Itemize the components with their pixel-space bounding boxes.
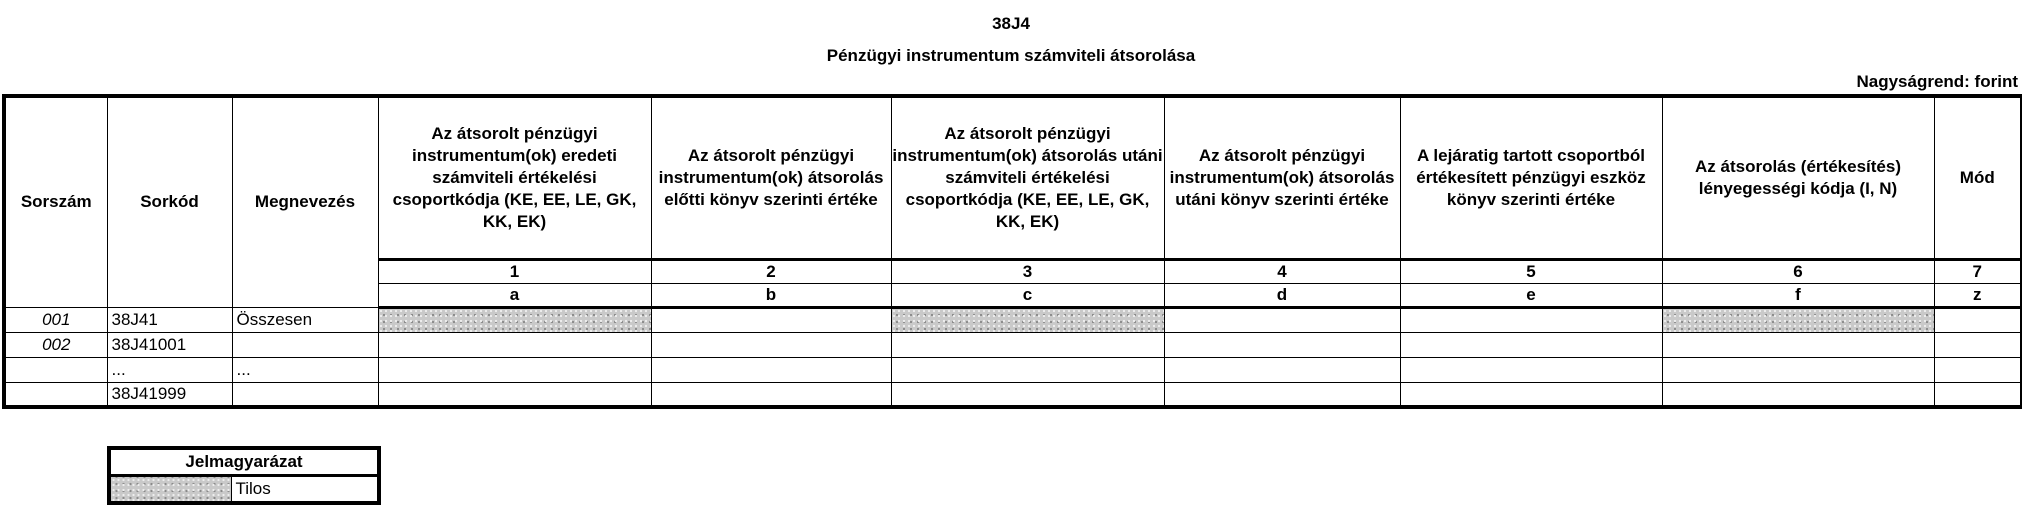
column-letter: z [1934,283,2022,307]
input-cell[interactable] [651,382,891,407]
input-cell[interactable] [1662,382,1934,407]
table-row [4,307,2022,332]
row-sorkod: 38J41001 [107,332,232,357]
forbidden-cell [378,307,651,332]
column-number: 5 [1400,259,1662,283]
column-letter: d [1164,283,1400,307]
form-title: Pénzügyi instrumentum számviteli átsorolása [826,46,1196,65]
header-col1: Az átsorolt pénzügyi instrumentum(ok) eredeti számviteli értékelési csoportkódja (KE, EE, LE, GK, KK, EK) [378,96,651,259]
column-number: 7 [1934,259,2022,283]
row-sorszam: 002 [4,332,107,357]
row-sorkod: 38J41999 [107,382,232,407]
input-cell[interactable] [891,382,1164,407]
row-sorszam: 001 [4,307,107,332]
column-letter: e [1400,283,1662,307]
header-megnevezes: Megnevezés [232,96,378,307]
legend-table [107,446,381,505]
legend-title: Jelmagyarázat [109,448,379,476]
header-col6: Az átsorolás (értékesítés) lényegességi kódja (I, N) [1662,96,1934,259]
table-row [4,332,2022,357]
header-col4: Az átsorolt pénzügyi instrumentum(ok) átsorolás utáni könyv szerinti értéke [1164,96,1400,259]
input-cell[interactable] [1400,307,1662,332]
forbidden-swatch [109,476,231,504]
row-sorkod: 38J41 [107,307,232,332]
column-number: 2 [651,259,891,283]
column-letter: f [1662,283,1934,307]
column-number: 1 [378,259,651,283]
input-cell[interactable] [378,382,651,407]
input-cell[interactable] [378,357,651,382]
column-number: 4 [1164,259,1400,283]
input-cell[interactable] [1400,332,1662,357]
header-sorkod: Sorkód [107,96,232,307]
input-cell[interactable] [1164,382,1400,407]
column-letter: c [891,283,1164,307]
header-col2: Az átsorolt pénzügyi instrumentum(ok) átsorolás előtti könyv szerinti értéke [651,96,891,259]
input-cell[interactable] [651,357,891,382]
input-cell[interactable] [651,307,891,332]
input-cell[interactable] [1934,382,2022,407]
input-cell[interactable] [1934,332,2022,357]
input-cell[interactable] [651,332,891,357]
header-sorszam: Sorszám [4,96,107,307]
column-letter: a [378,283,651,307]
forbidden-cell [1662,307,1934,332]
legend-forbidden-label: Tilos [231,476,379,504]
header-col7: Mód [1934,96,2022,259]
column-number: 3 [891,259,1164,283]
input-cell[interactable] [378,332,651,357]
row-megnevezes: Összesen [232,307,378,332]
row-sorszam [4,382,107,407]
table-row [4,382,2022,407]
table-row [4,357,2022,382]
input-cell[interactable] [1662,332,1934,357]
input-cell[interactable] [891,332,1164,357]
row-megnevezes [232,332,378,357]
input-cell[interactable] [1164,307,1400,332]
row-sorszam [4,357,107,382]
form-code: 38J4 [992,14,1030,33]
header-col3: Az átsorolt pénzügyi instrumentum(ok) átsorolás utáni számviteli értékelési csoportkódja (KE, EE, LE, GK, KK, EK) [891,96,1164,259]
row-megnevezes: ... [232,357,378,382]
unit-label: Nagyságrend: forint [1856,72,2018,91]
input-cell[interactable] [1934,357,2022,382]
forbidden-cell [891,307,1164,332]
input-cell[interactable] [1164,357,1400,382]
input-cell[interactable] [891,357,1164,382]
reclassification-table [2,94,2022,409]
input-cell[interactable] [1400,357,1662,382]
column-number: 6 [1662,259,1934,283]
row-megnevezes [232,382,378,407]
header-col5: A lejáratig tartott csoportból értékesített pénzügyi eszköz könyv szerinti értéke [1400,96,1662,259]
input-cell[interactable] [1400,382,1662,407]
input-cell[interactable] [1934,307,2022,332]
column-letter: b [651,283,891,307]
row-sorkod: ... [107,357,232,382]
input-cell[interactable] [1164,332,1400,357]
input-cell[interactable] [1662,357,1934,382]
